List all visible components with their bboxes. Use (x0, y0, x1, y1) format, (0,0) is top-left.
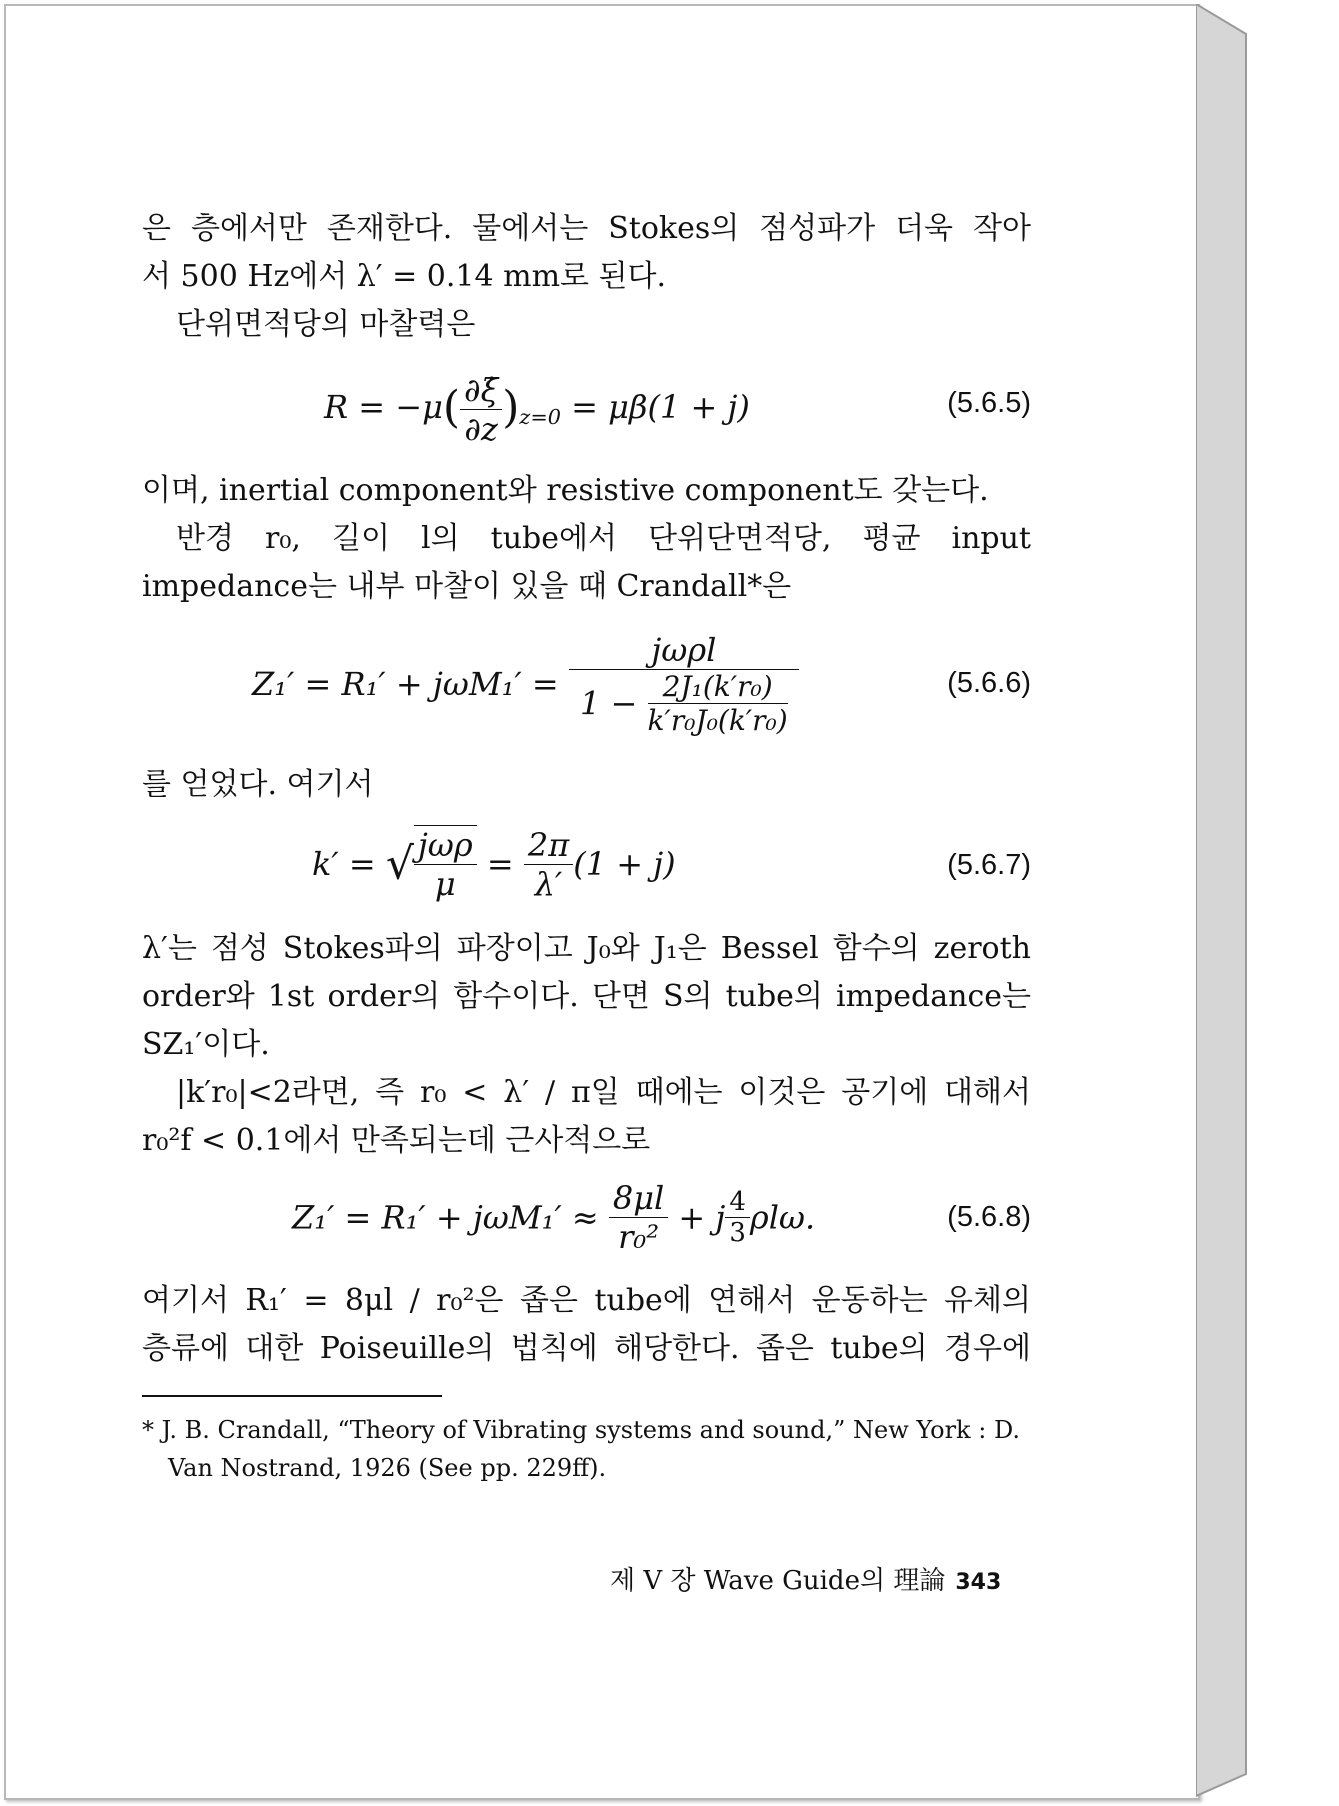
eq-frac-top: ∂ξ̇ (460, 371, 502, 410)
eq-numerator: jωρl (569, 631, 799, 670)
eq-equals: = (486, 845, 514, 883)
page-number: 343 (955, 1570, 1002, 1595)
eq-frac-top: 2π (524, 826, 573, 865)
paragraph-line: 이며, inertial component와 resistive component도 갖는다. (142, 473, 989, 508)
eq-frac-top: 4 (725, 1187, 750, 1218)
equation-number: (5.6.8) (947, 1201, 1031, 1233)
paragraph-line: 서 500 Hz에서 λ′ = 0.14 mm로 된다. (142, 259, 667, 294)
eq-frac-bottom: r₀² (618, 1218, 660, 1256)
equation-5-6-8 (142, 1165, 1031, 1277)
eq-subscript: z=0 (519, 405, 561, 430)
eq-inner-denominator: k′r₀J₀(k′r₀) (647, 704, 788, 737)
paragraph-line: 를 얻었다. 여기서 (142, 767, 374, 802)
sqrt-symbol: √ (385, 838, 414, 890)
eq-tail: ρlω. (749, 1198, 816, 1237)
eq-one-minus: 1 − (580, 684, 638, 723)
paragraph-line: 층류에 대한 Poiseuille의 법칙에 해당한다. 좁은 tube의 경우에 (142, 1331, 1031, 1366)
eq-rhs: (1 + j) (573, 845, 676, 883)
paragraph-line: order와 1st order의 함수이다. 단면 S의 tube의 impedance는 (142, 979, 1031, 1014)
chapter-title: 제 V 장 Wave Guide의 理論 (610, 1566, 946, 1596)
footnote (142, 1411, 1031, 1487)
eq-lhs: k′ = (312, 845, 376, 883)
paragraph-line: |k′r₀|<2라면, 즉 r₀ < λ′ / π일 때에는 이것은 공기에 대해서 (176, 1075, 1031, 1110)
eq-frac-bottom: λ′ (534, 864, 563, 903)
paragraph-line: 반경 r₀, 길이 l의 tube에서 단위단면적당, 평균 input (176, 521, 1031, 556)
equation-5-6-6 (142, 611, 1031, 761)
eq-plus-j: + j (678, 1198, 726, 1237)
eq-rhs: = μβ(1 + j) (571, 388, 750, 426)
eq-frac-top: 8μl (609, 1179, 668, 1218)
paragraph-line: impedance는 내부 마찰이 있을 때 Crandall*은 (142, 569, 792, 604)
book-spine-edge (1196, 4, 1256, 1800)
eq-root-numerator: jωρ (414, 826, 477, 865)
eq-lhs: R = −μ (324, 388, 443, 426)
equation-number: (5.6.5) (947, 387, 1031, 419)
equation-5-6-7 (142, 809, 1031, 925)
eq-frac-bottom: 3 (729, 1218, 746, 1248)
footnote-line: Van Nostrand, 1926 (See pp. 229ff). (168, 1454, 607, 1482)
running-footer (610, 1560, 1001, 1597)
footnote-line: * J. B. Crandall, “Theory of Vibrating systems and sound,” New York : D. (142, 1416, 1020, 1444)
eq-frac-bottom: ∂z (464, 410, 498, 448)
page-content (142, 205, 1031, 1487)
equation-number: (5.6.7) (947, 849, 1031, 881)
equation-5-6-5: R = −μ( $\frac{\partial\xi̇}{\partial z}$ )$_{z=0} = \mu\beta(1 + j)$ (5.6.5) (324, 371, 1031, 448)
eq-lhs: Z₁′ = R₁′ + jωM₁′ ≈ (292, 1198, 599, 1237)
paragraph-line: r₀²f < 0.1에서 만족되는데 근사적으로 (142, 1123, 651, 1158)
paragraph-line: λ′는 점성 Stokes파의 파장이고 J₀와 J₁은 Bessel 함수의 zeroth (142, 931, 1031, 966)
paragraph-line: 단위면적당의 마찰력은 (176, 307, 476, 342)
equation-number: (5.6.6) (947, 667, 1031, 699)
footnote-divider (142, 1395, 442, 1397)
eq-inner-numerator: 2J₁(k′r₀) (648, 670, 788, 704)
paragraph-line: 은 층에서만 존재한다. 물에서는 Stokes의 점성파가 더욱 작아 (142, 211, 1031, 246)
paragraph-line: SZ₁′이다. (142, 1027, 270, 1062)
paragraph-line: 여기서 R₁′ = 8μl / r₀²은 좁은 tube에 연해서 운동하는 유체의 (142, 1283, 1031, 1318)
eq-root-denominator: μ (434, 865, 456, 903)
eq-lhs: Z₁′ = R₁′ + jωM₁′ = (252, 665, 559, 703)
